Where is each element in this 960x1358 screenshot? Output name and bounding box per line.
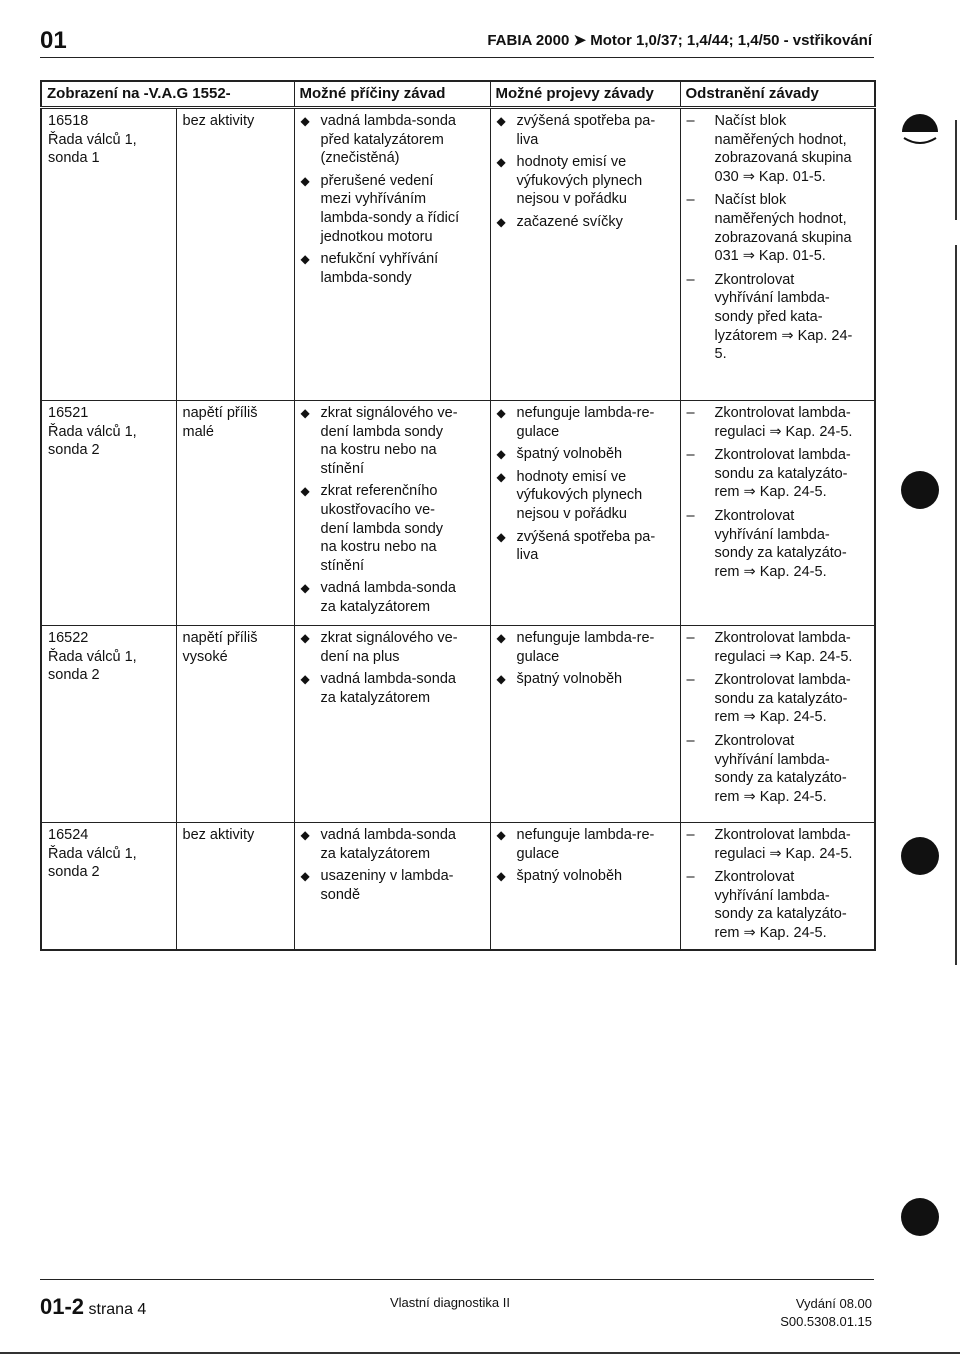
- diamond-bullet-icon: ◆: [300, 672, 310, 687]
- diamond-bullet-icon: ◆: [496, 631, 506, 645]
- diamond-bullet-icon: ◆: [496, 869, 506, 884]
- fault-code-cell: [41, 401, 176, 626]
- list-item: ◆ vadná lambda-sonda za katalyzátorem: [300, 827, 456, 862]
- fault-code: 16524 Řada válců 1, sonda 2: [48, 827, 137, 881]
- fault-code: 16522 Řada válců 1, sonda 2: [48, 630, 137, 684]
- causes-cell: [294, 108, 490, 401]
- list-item: ◆ vadná lambda-sonda za katalyzátorem: [300, 671, 456, 706]
- list-item: ◆ zkrat signálového ve- dení na plus: [300, 630, 458, 665]
- list-item: ◆ nefunguje lambda-re- gulace: [496, 630, 655, 665]
- list-item: – Zkontrolovat vyhřívání lambda- sondy za katalyzáto- rem ⇒ Kap. 24-5.: [686, 869, 847, 941]
- diamond-bullet-icon: ◆: [496, 447, 506, 462]
- list-item: – Zkontrolovat lambda- regulaci ⇒ Kap. 24-5.: [686, 827, 853, 862]
- col-header-causes: Možné příčiny závad: [294, 81, 490, 108]
- fault-state: napětí příliš malé: [182, 405, 258, 440]
- symptoms-cell: [490, 108, 680, 401]
- list-item: ◆ přerušené vedení mezi vyhříváním lambda-sondy a řídicí jednotkou motoru: [300, 172, 460, 245]
- list-item: – Zkontrolovat vyhřívání lambda- sondy za katalyzáto- rem ⇒ Kap. 24-5.: [686, 732, 847, 805]
- dash-bullet-icon: –: [686, 732, 695, 749]
- table-row: [41, 823, 875, 950]
- punch-hole-mark: [901, 471, 939, 509]
- table-row: [41, 108, 875, 401]
- fault-state: napětí příliš vysoké: [182, 630, 258, 665]
- footer-edition: Vydání 08.00: [795, 1296, 872, 1311]
- list-item: – Zkontrolovat vyhřívání lambda- sondy za katalyzáto- rem ⇒ Kap. 24-5.: [686, 507, 847, 580]
- col-header-display: Zobrazení na -V.A.G 1552-: [41, 81, 294, 108]
- fault-code-cell: [41, 626, 176, 823]
- diamond-bullet-icon: ◆: [300, 581, 310, 596]
- list-item: ◆ špatný volnoběh: [496, 446, 623, 463]
- diamond-bullet-icon: ◆: [496, 828, 506, 842]
- symptoms-cell: [490, 401, 680, 626]
- page-number: 01: [40, 27, 67, 54]
- list-item: ◆ hodnoty emisí ve výfukových plynech nejsou v pořádku: [496, 468, 643, 522]
- dash-bullet-icon: –: [686, 271, 695, 288]
- dash-bullet-icon: –: [686, 447, 695, 464]
- col-header-symptoms: Možné projevy závady: [490, 81, 680, 108]
- list-item: – Zkontrolovat vyhřívání lambda- sondy před kata- lyzátorem ⇒ Kap. 24- 5.: [686, 271, 853, 363]
- symptoms-cell: [490, 626, 680, 823]
- list-item: – Načíst blok naměřených hodnot, zobrazovaná skupina 031 ⇒ Kap. 01-5.: [686, 192, 852, 265]
- causes-cell: [294, 823, 490, 950]
- table-row: [41, 626, 875, 823]
- footer-doc-code: S00.5308.01.15: [780, 1314, 872, 1329]
- dash-bullet-icon: –: [686, 113, 695, 129]
- list-item: ◆ vadná lambda-sonda za katalyzátorem: [300, 580, 456, 615]
- list-item: ◆ zkrat referenčního ukostřovacího ve- dení lambda sondy na kostru nebo na stínění: [300, 483, 444, 574]
- diamond-bullet-icon: ◆: [300, 631, 310, 645]
- dash-bullet-icon: –: [686, 405, 695, 421]
- table-row: [41, 401, 875, 626]
- footer-rule: [40, 1279, 874, 1280]
- diamond-bullet-icon: ◆: [496, 155, 506, 170]
- diamond-bullet-icon: ◆: [496, 214, 506, 229]
- list-item: ◆ nefunguje lambda-re- gulace: [496, 827, 655, 862]
- list-item: ◆ začazené svíčky: [496, 213, 623, 230]
- fault-state: bez aktivity: [182, 113, 255, 129]
- header-rule: [40, 57, 874, 58]
- dash-bullet-icon: –: [686, 630, 695, 646]
- list-item: ◆ špatný volnoběh: [496, 868, 623, 885]
- fault-code-cell: [41, 823, 176, 950]
- causes-cell: [294, 401, 490, 626]
- fault-table: [40, 80, 876, 951]
- fault-code-cell: [41, 108, 176, 401]
- dash-bullet-icon: –: [686, 827, 695, 843]
- fault-state-cell: [176, 626, 294, 823]
- list-item: ◆ vadná lambda-sonda před katalyzátorem (znečistěná): [300, 113, 456, 167]
- footer-section-title: Vlastní diagnostika II: [390, 1295, 510, 1310]
- col-header-remedy: Odstranění závady: [680, 81, 875, 108]
- diamond-bullet-icon: ◆: [496, 114, 506, 128]
- remedy-cell: [680, 823, 875, 950]
- fault-state-cell: [176, 108, 294, 401]
- diamond-bullet-icon: ◆: [496, 529, 506, 544]
- dash-bullet-icon: –: [686, 192, 695, 209]
- punch-hole-icon: [900, 110, 940, 150]
- diamond-bullet-icon: ◆: [496, 672, 506, 687]
- diamond-bullet-icon: ◆: [300, 114, 310, 128]
- footer-page-number: [40, 1294, 146, 1320]
- table-header-row: [41, 81, 875, 108]
- diamond-bullet-icon: ◆: [300, 828, 310, 842]
- list-item: ◆ zkrat signálového ve- dení lambda sondy na kostru nebo na stínění: [300, 405, 458, 477]
- list-item: ◆ nefukční vyhřívání lambda-sondy: [300, 251, 439, 286]
- list-item: – Zkontrolovat lambda- sondu za katalyzáto- rem ⇒ Kap. 24-5.: [686, 447, 851, 501]
- punch-hole-mark: [901, 1198, 939, 1236]
- dash-bullet-icon: –: [686, 672, 695, 689]
- list-item: ◆ nefunguje lambda-re- gulace: [496, 405, 655, 440]
- diamond-bullet-icon: ◆: [300, 406, 310, 420]
- list-item: ◆ zvýšená spotřeba pa- liva: [496, 528, 656, 564]
- remedy-cell: [680, 626, 875, 823]
- list-item: – Zkontrolovat lambda- regulaci ⇒ Kap. 24-5.: [686, 630, 853, 665]
- dash-bullet-icon: –: [686, 869, 695, 886]
- diamond-bullet-icon: ◆: [300, 173, 310, 188]
- list-item: – Načíst blok naměřených hodnot, zobrazovaná skupina 030 ⇒ Kap. 01-5.: [686, 113, 852, 185]
- punch-hole-mark: [901, 837, 939, 875]
- remedy-cell: [680, 108, 875, 401]
- causes-cell: [294, 626, 490, 823]
- fault-state-cell: [176, 401, 294, 626]
- diamond-bullet-icon: ◆: [496, 469, 506, 484]
- fault-state: bez aktivity: [182, 827, 255, 843]
- dash-bullet-icon: –: [686, 507, 695, 524]
- margin-line: [955, 120, 957, 220]
- fault-state-cell: [176, 823, 294, 950]
- footer-page-label: strana 4: [88, 1301, 147, 1318]
- scan-edge-line: [0, 1352, 960, 1354]
- symptoms-cell: [490, 823, 680, 950]
- list-item: ◆ usazeniny v lambda- sondě: [300, 868, 454, 903]
- margin-line: [955, 245, 957, 965]
- diamond-bullet-icon: ◆: [300, 869, 310, 884]
- footer-edition-block: [780, 1295, 872, 1331]
- diamond-bullet-icon: ◆: [496, 406, 506, 420]
- list-item: – Zkontrolovat lambda- sondu za katalyzáto- rem ⇒ Kap. 24-5.: [686, 672, 851, 726]
- punch-hole-mark: [900, 110, 940, 150]
- remedy-cell: [680, 401, 875, 626]
- footer-page-code: 01-2: [40, 1294, 85, 1319]
- list-item: ◆ špatný volnoběh: [496, 671, 623, 688]
- list-item: ◆ zvýšená spotřeba pa- liva: [496, 113, 656, 148]
- list-item: ◆ hodnoty emisí ve výfukových plynech nejsou v pořádku: [496, 154, 643, 208]
- list-item: – Zkontrolovat lambda- regulaci ⇒ Kap. 24-5.: [686, 405, 853, 440]
- fault-code: 16518 Řada válců 1, sonda 1: [48, 113, 137, 167]
- diamond-bullet-icon: ◆: [300, 484, 310, 499]
- diamond-bullet-icon: ◆: [300, 252, 310, 267]
- fault-code: 16521 Řada válců 1, sonda 2: [48, 405, 137, 459]
- header-title: FABIA 2000 ➤ Motor 1,0/37; 1,4/44; 1,4/50 - vstřikování: [487, 32, 872, 49]
